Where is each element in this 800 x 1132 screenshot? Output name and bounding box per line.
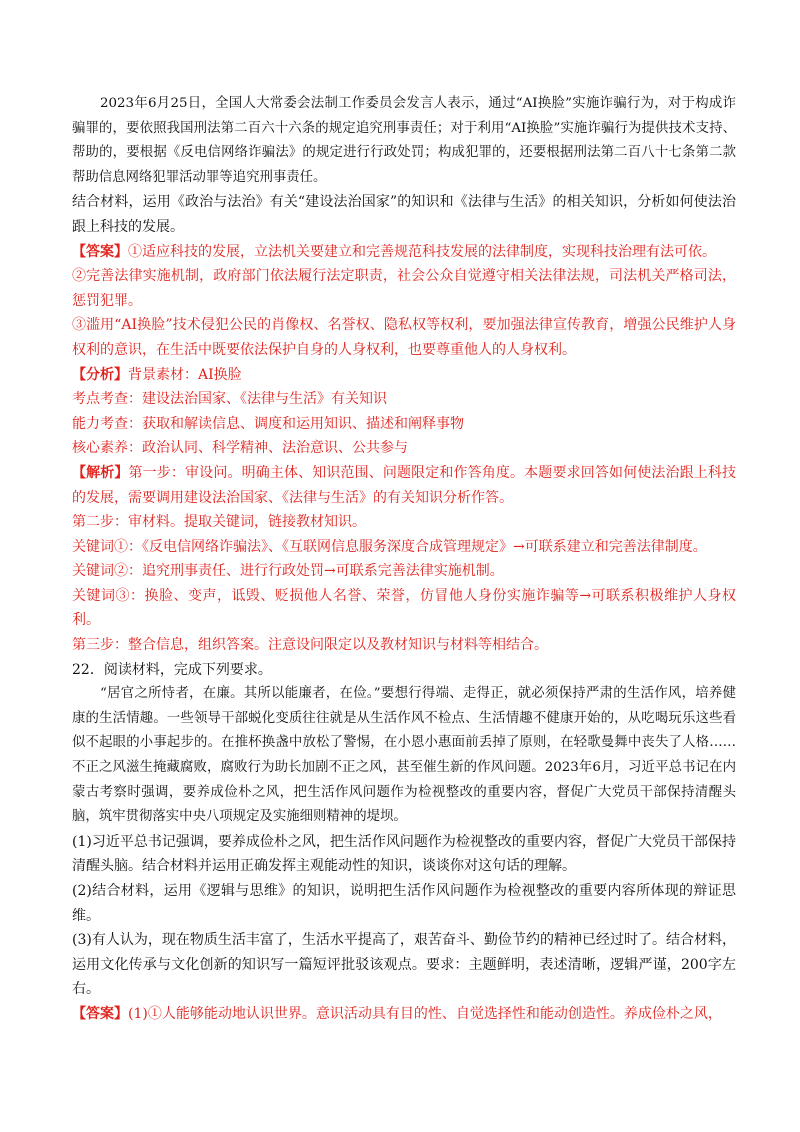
analysis-paragraph	[72, 363, 736, 388]
question-22-answer-tag: 【答案】	[72, 1005, 128, 1022]
explanation-keyword-2: 关键词②：追究刑事责任、进行行政处罚→可联系完善法律实施机制。	[72, 563, 504, 580]
answer-point-3: ③滥用“AI换脸”技术侵犯公民的肖像权、名誉权、隐私权等权利，要加强法律宣传教育，增强公民维护人身权利的意识，在生活中既要依法保护自身的人身权利，也要尊重他人的人身权利。	[72, 317, 736, 358]
question-22-material: “居官之所恃者，在廉。其所以能廉者，在俭。”要想行得端、走得正，就必须保持严肃的生活作风，培养健康的生活情趣。一些领导干部蜕化变质往往就是从生活作风不检点、生活情趣不健康开始的，从吃喝玩乐这些看似不起眼的小事起步的。在推杯换盏中放松了警惕，在小恩小惠面前丢掉了原则，在轻歌曼舞中丧失了人格……不正之风滋生掩藏腐败，腐败行为助长加剧不正之风，甚至催生新的作风问题。2023年6月，习近平总书记在内蒙古考察时强调，要养成俭朴之风，把生活作风问题作为检视整改的重要内容，督促广大党员干部保持清醒头脑，筑牢贯彻落实中央八项规定及实施细则精神的堤坝。	[72, 686, 736, 825]
analysis-background: 背景素材：AI换脸	[128, 366, 242, 383]
explanation-step2: 第二步：审材料。提取关键词，链接教材知识。	[72, 514, 366, 531]
material-intro: 2023年6月25日，全国人大常委会法制工作委员会发言人表示，通过“AI换脸”实施诈骗行为，对于构成诈骗罪的，要依照我国刑法第二百六十六条的规定追究刑事责任；对于利用“AI换脸”实施诈骗行为提供技术支持、帮助的，要根据《反电信网络诈骗法》的规定进行行政处罚；构成犯罪的，还要根据刑法第二百八十七条第二款帮助信息网络犯罪活动罪等追究刑事责任。	[72, 96, 736, 185]
question-22-sub3: (3)有人认为，现在物质生活丰富了，生活水平提高了，艰苦奋斗、勤俭节约的精神已经过时了。结合材料，运用文化传承与文化创新的知识写一篇短评批驳该观点。要求：主题鲜明，表述清晰，逻辑严谨，200字左右。	[72, 932, 736, 998]
answer-point-1: ①适应科技的发展，立法机关要建立和完善规范科技发展的法律制度，实现科技治理有法可依。	[128, 243, 716, 260]
question-22-heading: 22．阅读材料，完成下列要求。	[72, 661, 272, 678]
explanation-keyword-1: 关键词①：《反电信网络诈骗法》、《互联网信息服务深度合成管理规定》→可联系建立和完善法律制度。	[72, 538, 707, 555]
question-22-sub2: (2)结合材料，运用《逻辑与思维》的知识，说明把生活作风问题作为检视整改的重要内容所体现的辩证思维。	[72, 883, 736, 924]
explanation-keyword-3: 关键词③：换脸、变声，诋毁、贬损他人名誉、荣誉，仿冒他人身份实施诈骗等→可联系积极维护人身权利。	[72, 587, 736, 629]
answer-point-2: ②完善法律实施机制，政府部门依法履行法定职责，社会公众自觉遵守相关法律法规，司法机关严格司法，惩罚犯罪。	[72, 268, 736, 309]
analysis-kaodian: 考点考查：建设法治国家、《法律与生活》有关知识	[72, 391, 387, 408]
answer-paragraph-1	[72, 240, 736, 265]
question-22-answer	[72, 1002, 736, 1027]
analysis-tag: 【分析】	[72, 366, 128, 383]
question-text: 结合材料，运用《政治与法治》有关“建设法治国家”的知识和《法律与生活》的相关知识，分析如何使法治跟上科技的发展。	[72, 194, 736, 235]
explanation-tag: 【解析】	[72, 464, 129, 481]
explanation-paragraph	[72, 461, 736, 510]
question-22-sub1: (1)习近平总书记强调，要养成俭朴之风，把生活作风问题作为检视整改的重要内容，督促广大党员干部保持清醒头脑。结合材料并运用正确发挥主观能动性的知识，谈谈你对这句话的理解。	[72, 833, 736, 875]
explanation-step3: 第三步：整合信息，组织答案。注意设问限定以及教材知识与材料等相结合。	[72, 637, 548, 654]
document-body	[72, 92, 736, 1027]
explanation-step1: 第一步：审设问。明确主体、知识范围、问题限定和作答角度。本题要求回答如何使法治跟上科技的发展，需要调用建设法治国家、《法律与生活》的有关知识分析作答。	[72, 464, 737, 506]
question-22-answer-start: (1)①人能够能动地认识世界。意识活动具有目的性、自觉选择性和能动创造性。养成俭朴之风，	[128, 1005, 722, 1022]
analysis-nengli: 能力考查：获取和解读信息、调度和运用知识、描述和阐释事物	[72, 415, 464, 432]
answer-tag: 【答案】	[72, 243, 128, 260]
analysis-suyang: 核心素养：政治认同、科学精神、法治意识、公共参与	[72, 440, 408, 457]
